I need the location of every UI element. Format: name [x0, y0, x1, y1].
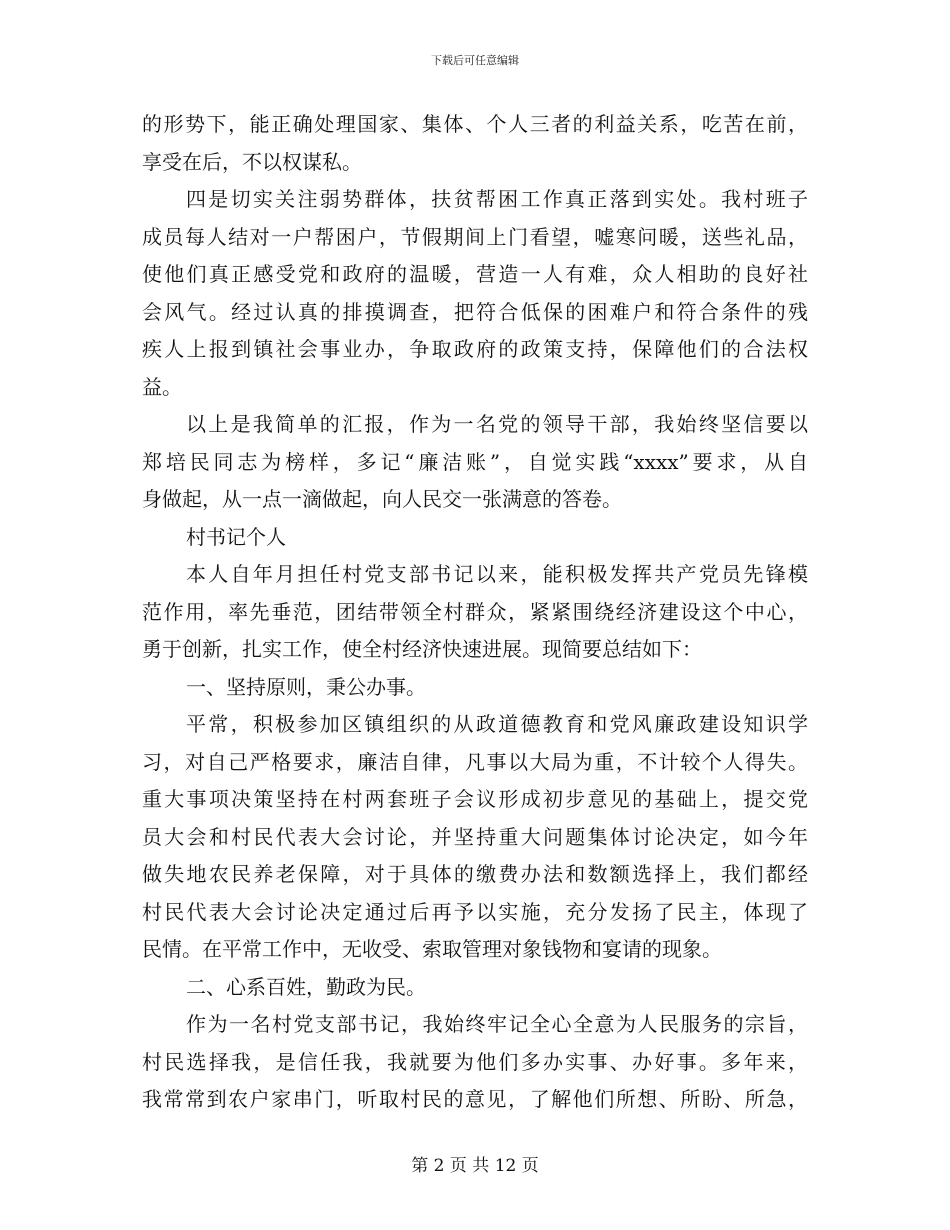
text-line: 本人自年月担任村党支部书记以来，能积极发挥共产党员先锋模: [186, 562, 808, 586]
text-line: 做失地农民养老保障，对于具体的缴费办法和数额选择上，我们都经: [142, 862, 808, 886]
section-heading: 一、坚持原则，秉公办事。: [186, 674, 426, 699]
text-line: 我常常到农户家串门，听取村民的意见，了解他们所想、所盼、所急，: [142, 1087, 808, 1111]
text-line: 益。: [142, 374, 182, 399]
text-line: 作为一名村党支部书记，我始终牢记全心全意为人民服务的宗旨，: [186, 1012, 808, 1036]
text-line: 郑培民同志为榜样，多记“廉洁账”，自觉实践“xxxx”要求，从自: [142, 449, 808, 474]
text-line: 以上是我简单的汇报，作为一名党的领导干部，我始终坚信要以: [186, 412, 808, 436]
text-line: 四是切实关注弱势群体，扶贫帮困工作真正落到实处。我村班子: [186, 187, 808, 211]
text-line: 习，对自己严格要求，廉洁自律，凡事以大局为重，不计较个人得失。: [142, 749, 808, 774]
text-line: 范作用，率先垂范，团结带领全村群众，紧紧围绕经济建设这个中心，: [142, 599, 808, 624]
text-line: 员大会和村民代表大会讨论，并坚持重大问题集体讨论决定，如今年: [142, 824, 808, 849]
text-line: 的形势下，能正确处理国家、集体、个人三者的利益关系，吃苦在前，: [142, 112, 808, 136]
text-line: 成员每人结对一户帮困户，节假期间上门看望，嘘寒问暖，送些礼品，: [142, 224, 808, 249]
page-number: 第 2 页 共 12 页: [411, 1156, 539, 1176]
text-line: 重大事项决策坚持在村两套班子会议形成初步意见的基础上，提交党: [142, 787, 808, 811]
text-line: 会风气。经过认真的排摸调查，把符合低保的困难户和符合条件的残: [142, 299, 808, 324]
section-heading: 村书记个人: [186, 524, 286, 549]
text-line: 疾人上报到镇社会事业办，争取政府的政策支持，保障他们的合法权: [142, 337, 808, 361]
page-header: 下载后可任意编辑: [431, 54, 519, 67]
section-heading: 二、心系百姓，勤政为民。: [186, 974, 426, 999]
text-line: 村民代表大会讨论决定通过后再予以实施，充分发扬了民主，体现了: [142, 899, 808, 924]
text-line: 村民选择我，是信任我，我就要为他们多办实事、办好事。多年来，: [142, 1049, 808, 1074]
text-line: 使他们真正感受党和政府的温暖，营造一人有难，众人相助的良好社: [142, 262, 808, 286]
text-line: 勇于创新，扎实工作，使全村经济快速进展。现简要总结如下：: [142, 637, 702, 661]
document-body: [142, 106, 808, 1119]
text-line: 身做起，从一点一滴做起，向人民交一张满意的答卷。: [142, 487, 622, 511]
text-line: 民情。在平常工作中，无收受、索取管理对象钱物和宴请的现象。: [142, 937, 722, 961]
text-line: 享受在后，不以权谋私。: [142, 149, 362, 174]
text-line: 平常，积极参加区镇组织的从政道德教育和党风廉政建设知识学: [186, 712, 808, 736]
